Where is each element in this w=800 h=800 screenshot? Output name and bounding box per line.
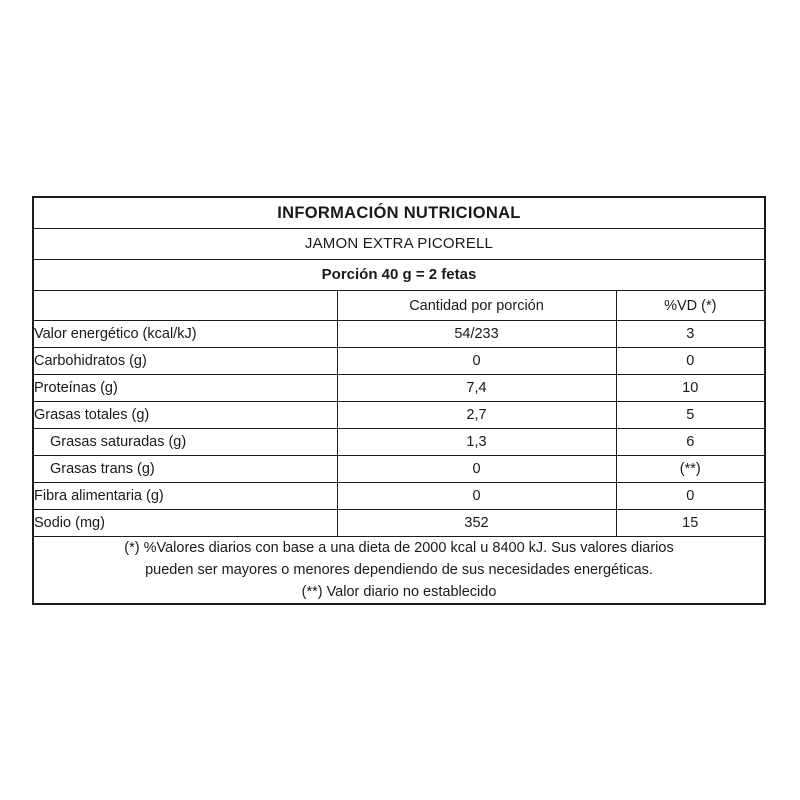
nutrient-quantity: 2,7	[337, 402, 616, 429]
nutrient-quantity: 54/233	[337, 321, 616, 348]
footnote-line-2: pueden ser mayores o menores dependiendo de sus necesidades energéticas.	[145, 562, 653, 579]
table-row-product	[33, 229, 765, 260]
nutrient-name: Fibra alimentaria (g)	[33, 483, 337, 510]
nutrient-daily-value: 5	[616, 402, 765, 429]
nutrient-name: Proteínas (g)	[33, 375, 337, 402]
nutrient-quantity: 7,4	[337, 375, 616, 402]
table-row-title	[33, 197, 765, 229]
nutrition-label	[32, 196, 764, 605]
portion-size-cell	[33, 260, 765, 291]
table-row-portion	[33, 260, 765, 291]
nutrient-daily-value: 3	[616, 321, 765, 348]
column-header-nutrient	[33, 291, 337, 321]
column-header-daily-value: %VD (*)	[616, 291, 765, 321]
column-header-quantity: Cantidad por porción	[337, 291, 616, 321]
nutrition-facts-table	[32, 196, 766, 605]
table-row-column-headers	[33, 291, 765, 321]
footnote-line-3: (**) Valor diario no establecido	[301, 584, 497, 601]
nutrient-name: Grasas trans (g)	[33, 456, 337, 483]
nutrient-name: Grasas totales (g)	[33, 402, 337, 429]
nutrient-daily-value: 15	[616, 510, 765, 537]
nutrient-quantity: 0	[337, 483, 616, 510]
product-name-cell	[33, 229, 765, 260]
table-row	[33, 375, 765, 402]
portion-size: Porción 40 g = 2 fetas	[321, 266, 477, 283]
nutrient-quantity: 352	[337, 510, 616, 537]
table-row	[33, 510, 765, 537]
table-row	[33, 348, 765, 375]
nutrient-quantity: 0	[337, 456, 616, 483]
page-title: INFORMACIÓN NUTRICIONAL	[277, 203, 521, 222]
nutrient-daily-value: 0	[616, 348, 765, 375]
nutrient-name: Grasas saturadas (g)	[33, 429, 337, 456]
nutrient-daily-value: 10	[616, 375, 765, 402]
nutrient-quantity: 0	[337, 348, 616, 375]
table-row	[33, 402, 765, 429]
nutrient-daily-value: 6	[616, 429, 765, 456]
footnote-cell	[33, 537, 765, 605]
table-row	[33, 483, 765, 510]
nutrient-name: Valor energético (kcal/kJ)	[33, 321, 337, 348]
nutrient-name: Carbohidratos (g)	[33, 348, 337, 375]
table-row	[33, 321, 765, 348]
nutrient-daily-value: (**)	[616, 456, 765, 483]
nutrient-quantity: 1,3	[337, 429, 616, 456]
nutrition-title-cell	[33, 197, 765, 229]
table-row-footnote	[33, 537, 765, 605]
nutrient-name: Sodio (mg)	[33, 510, 337, 537]
table-row	[33, 429, 765, 456]
nutrient-daily-value: 0	[616, 483, 765, 510]
footnote-line-1: (*) %Valores diarios con base a una dieta de 2000 kcal u 8400 kJ. Sus valores diarios	[124, 540, 674, 556]
product-name: JAMON EXTRA PICORELL	[304, 235, 494, 252]
table-row	[33, 456, 765, 483]
